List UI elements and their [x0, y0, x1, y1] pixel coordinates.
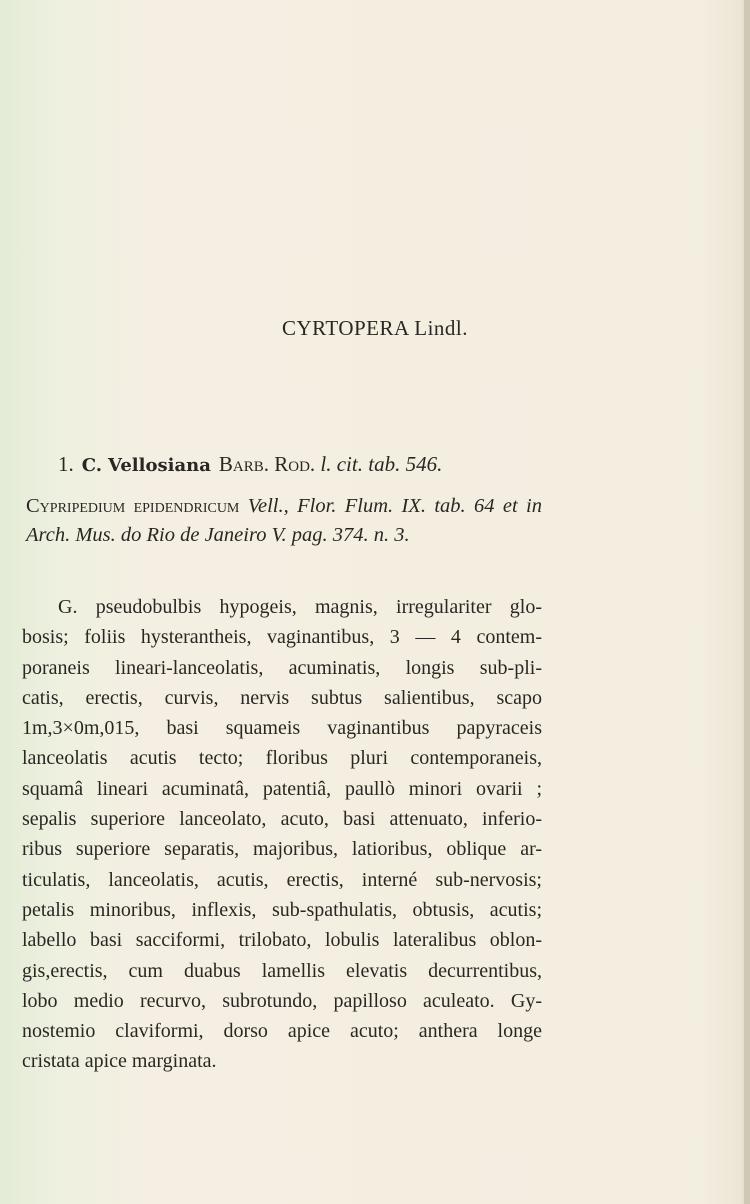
species-number: 1.	[58, 452, 74, 476]
description-line: poraneis lineari-lanceolatis, acuminatis, longis sub-pli-	[22, 656, 542, 679]
description-line: squamâ lineari acuminatâ, patentiâ, paullò minori ovarii ;	[22, 777, 542, 800]
synonym-name: Cypripedium epidendricum	[26, 495, 240, 517]
description-line: nostemio claviformi, dorso apice acuto; anthera longe	[22, 1020, 542, 1043]
species-name: Vellosiana	[108, 455, 211, 476]
description-line: gis,erectis, cum duabus lamellis elevatis decurrentibus,	[22, 959, 542, 982]
synonym-paragraph	[26, 492, 542, 550]
page-edge	[744, 0, 750, 1204]
description-line: labello basi sacciformi, trilobato, lobulis lateralibus oblon-	[22, 929, 542, 952]
description-line: G. pseudobulbis hypogeis, magnis, irregulariter glo-	[58, 596, 542, 618]
species-heading	[58, 452, 442, 477]
description-line: ribus superiore separatis, majoribus, latioribus, oblique ar-	[22, 838, 542, 861]
species-authority: Barb. Rod.	[218, 452, 316, 476]
description-line: lobo medio recurvo, subrotundo, papilloso aculeato. Gy-	[22, 989, 542, 1012]
description-line: sepalis superiore lanceolato, acuto, basi attenuato, inferio-	[22, 808, 542, 831]
description-paragraph	[22, 592, 542, 1077]
description-line: lanceolatis acutis tecto; floribus pluri contemporaneis,	[22, 747, 542, 770]
description-line: petalis minoribus, inflexis, sub-spathulatis, obtusis, acutis;	[22, 898, 542, 921]
species-citation: l. cit. tab. 546.	[320, 452, 443, 476]
description-line: 1m,3×0m,015, basi squameis vaginantibus papyraceis	[22, 717, 542, 740]
description-line: ticulatis, lanceolatis, acutis, erectis, interné sub-nervosis;	[22, 868, 542, 891]
section-title: CYRTOPERA Lindl.	[281, 316, 469, 340]
genus-abbrev: C.	[81, 455, 103, 476]
synonym-reference: Vell., Flor. Flum. IX. tab. 64 et in Arch. Mus. do Rio de Janeiro V. pag. 374. n. 3.	[26, 495, 542, 546]
description-line: cristata apice marginata.	[22, 1050, 217, 1073]
description-line: catis, erectis, curvis, nervis subtus salientibus, scapo	[22, 686, 542, 709]
description-line: bosis; foliis hysterantheis, vaginantibus, 3 — 4 contem-	[22, 626, 542, 649]
